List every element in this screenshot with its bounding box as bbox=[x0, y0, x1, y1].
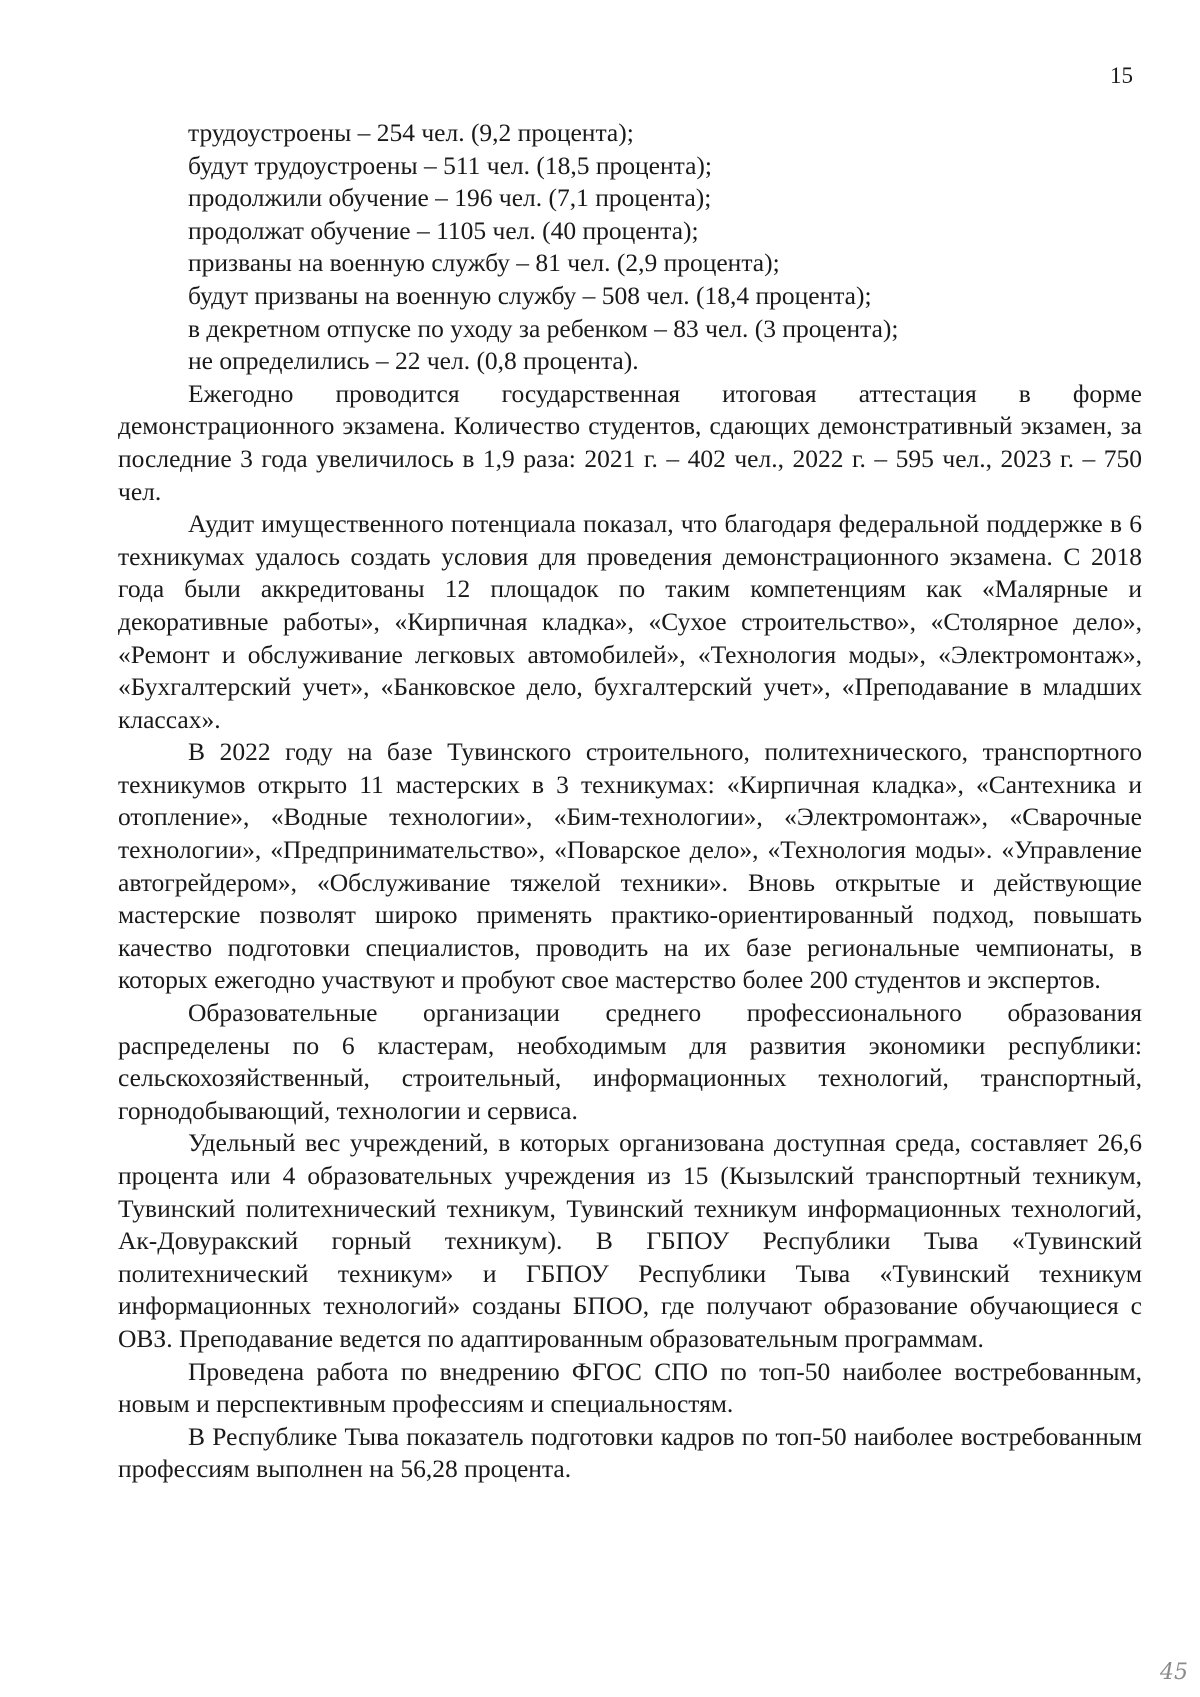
list-item: трудоустроены – 254 чел. (9,2 процента); bbox=[188, 118, 634, 147]
page-number: 15 bbox=[1110, 63, 1133, 88]
paragraph-clusters: Образовательные организации среднего профессионального образования распределены по 6 кластерам, необходимым для развития экономики республики: сельскохозяйственный, строительный, информационных технологий, транспортный, горнодобывающий, технологии и сервиса. bbox=[118, 998, 1142, 1125]
handwritten-page-mark: 45 bbox=[1160, 1660, 1188, 1685]
paragraph-fgos: Проведена работа по внедрению ФГОС СПО по топ-50 наиболее востребованным, новым и перспективным профессиям и специальностям. bbox=[118, 1356, 1142, 1419]
page-content bbox=[118, 117, 1142, 1486]
list-item: в декретном отпуске по уходу за ребенком – 83 чел. (3 процента); bbox=[188, 313, 899, 343]
list-item: будут призваны на военную службу – 508 чел. (18,4 процента); bbox=[188, 280, 872, 310]
list-item: продолжили обучение – 196 чел. (7,1 процента); bbox=[188, 183, 712, 213]
list-item: призваны на военную службу – 81 чел. (2,9 процента); bbox=[188, 248, 780, 278]
paragraph-property-audit: Аудит имущественного потенциала показал, что благодаря федеральной поддержке в 6 техникумах удалось создать условия для проведения демонстрационного экзамена. С 2018 года были аккредитованы 12 площадок по таким компетенциям как «Малярные и декоративные работы», «Кирпичная кладка», «Сухое строительство», «Столярное дело», «Ремонт и обслуживание легковых автомобилей», «Технология моды», «Электромонтаж», «Бухгалтерский учет», «Банковское дело, бухгалтерский учет», «Преподавание в младших классах». bbox=[118, 509, 1142, 734]
list-item: будут трудоустроены – 511 чел. (18,5 процента); bbox=[188, 150, 712, 180]
paragraph-demo-exam: Ежегодно проводится государственная итоговая аттестация в форме демонстрационного экзамена. Количество студентов, сдающих демонстративный экзамен, за последние 3 года увеличилось в 1,9 раза: 2021 г. – 402 чел., 2022 г. – 595 чел., 2023 г. – 750 чел. bbox=[118, 378, 1142, 506]
paragraph-top50: В Республике Тыва показатель подготовки кадров по топ-50 наиболее востребованным профессиям выполнен на 56,28 процента. bbox=[118, 1421, 1142, 1484]
paragraph-workshops-2022: В 2022 году на базе Тувинского строительного, политехнического, транспортного техникумов открыто 11 мастерских в 3 техникумах: «Кирпичная кладка», «Сантехника и отопление», «Водные технологии», «Бим-технологии», «Электромонтаж», «Сварочные технологии», «Предпринимательство», «Поварское дело», «Технология моды». «Управление автогрейдером», «Обслуживание тяжелой техники». Вновь открытые и действующие мастерские позволят широко применять практико-ориентированный подход, повышать качество подготовки специалистов, проводить на их базе региональные чемпионаты, в которых ежегодно участвуют и пробуют свое мастерство более 200 студентов и экспертов. bbox=[118, 737, 1142, 995]
paragraph-accessible-environment: Удельный вес учреждений, в которых организована доступная среда, составляет 26,6 процента или 4 образовательных учреждения из 15 (Кызылский транспортный техникум, Тувинский политехнический техникум, Тувинский техникум информационных технологий, Ак-Довуракский горный техникум). В ГБПОУ Республики Тыва «Тувинский политехнический техникум» и ГБПОУ Республики Тыва «Тувинский техникум информационных технологий» созданы БПОО, где получают образование обучающиеся с ОВЗ. Преподавание ведется по адаптированным образовательным программам. bbox=[118, 1128, 1142, 1353]
list-item: продолжат обучение – 1105 чел. (40 процента); bbox=[188, 215, 699, 245]
list-item: не определились – 22 чел. (0,8 процента). bbox=[188, 346, 639, 376]
